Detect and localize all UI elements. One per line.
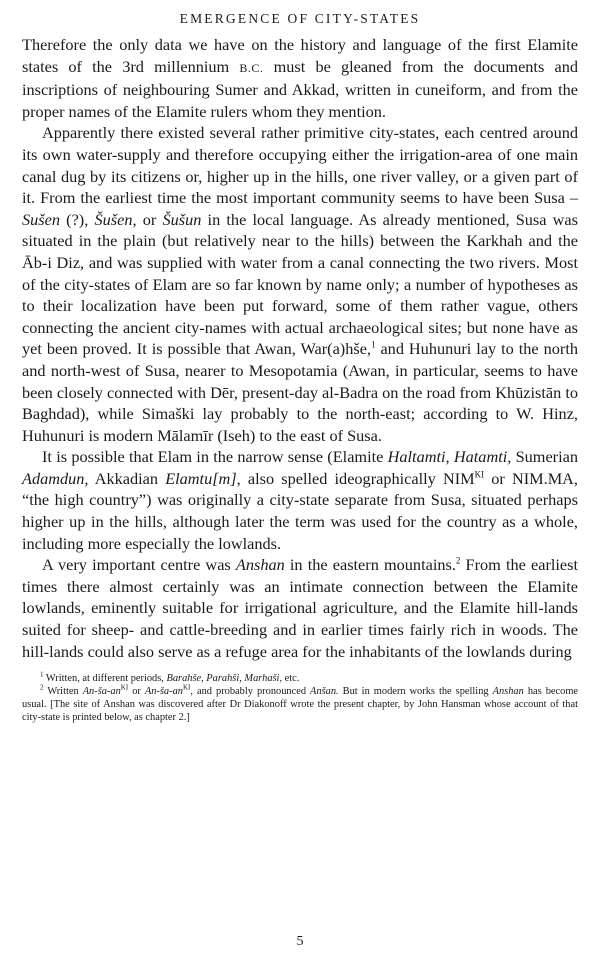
footnote-ref-1[interactable]: 1 [371, 339, 376, 350]
text-run-small-caps: B.C. [239, 60, 264, 75]
text-run: (?), [59, 209, 95, 229]
footnote-1 [22, 672, 578, 685]
superscript: KI [182, 683, 191, 692]
text-run-italic: Elamtu[m], [165, 468, 241, 488]
text-run: also spelled ideographically NIM [240, 468, 475, 488]
footnote-number: 2 [40, 683, 44, 692]
text-run: in the local language. As already mentioned, Susa was situated in the plain (but relatively near to the hills) between the Karkhah and the Āb-i Diz, and was supplied with water from a canal connecting the two rivers. Most of the city-states of Elam are so far known by name only; a number of hypotheses as to their localization have been put forward, some of them rather vague, others connecting the ancient city-names with actual archaeological sites; but none have as yet been proved. It is possible that Awan, War(a)hše, [22, 209, 578, 359]
text-run-italic: Adamdun, [22, 468, 89, 488]
text-run: Apparently there existed several rather primitive city-states, each centred around its own water-supply and therefore occupying either the irrigation-area of one main canal dug by its citizens or, higher up in the hills, one river valley, or a given part of it. From the earliest time the most important community seems to have been Susa – [22, 123, 578, 208]
text-run: and Huhunuri lay to the north and north-west of Susa, nearer to Mesopotamia (Awan, in particular, seems to have been closely connected with Dēr, present-day al-Badra on the road from Khūzistān to Baghdad), while Simaški lay probably to the north-east; according to W. Hinz, Huhunuri is modern Mālamīr (Iseh) to the east of Susa. [22, 339, 578, 445]
text-run: or NIM.MA, “the high country”) was originally a city-state separate from Susa, situated perhaps higher up in the hills, although later the term was used for the country as a whole, including more especially the lowlands. [22, 468, 579, 553]
text-run-italic: An-ša-an [82, 686, 121, 698]
text-run: or [136, 209, 163, 229]
text-run-italic: Haltamti, [387, 447, 450, 467]
text-run: Written [43, 686, 83, 698]
text-run: A very important centre was [42, 555, 236, 575]
text-run: etc. [282, 673, 300, 685]
text-run-italic: Anshan [235, 555, 285, 575]
text-run: must be gleaned from the documents and inscriptions of neighbouring Sumer and Akkad, written in cuneiform, and from the proper names of the Elamite rulers whom they mention. [22, 56, 578, 121]
text-run: Sumerian [511, 447, 578, 467]
text-run: Therefore the only data we have on the history and language of the first Elamite states of the 3rd millennium [22, 35, 578, 76]
text-run-italic: Šušen, [94, 209, 137, 229]
superscript: KI [474, 469, 485, 480]
superscript: KI [120, 683, 129, 692]
text-run: has become usual. [The site of Anshan was discovered after Dr Diakonoff wrote the present chapter, by John Hansman whose account of that city-state is printed below, as chapter 2.] [22, 686, 579, 724]
text-run-italic: Hatamti, [453, 447, 512, 467]
footnote-ref-2[interactable]: 2 [455, 555, 461, 566]
text-run: Written, at different periods, [43, 673, 167, 685]
text-run: It is possible that Elam in the narrow sense (Elamite [42, 447, 388, 467]
text-run-italic: Anšan. [310, 686, 339, 698]
footnote-number: 1 [40, 670, 44, 679]
paragraph-4 [22, 554, 578, 662]
paragraph-2 [22, 122, 578, 446]
text-run: Akkadian [88, 468, 166, 488]
footnote-2 [22, 685, 578, 724]
page [22, 10, 578, 724]
text-run-italic: Barahše, Parahši, Marhaši, [166, 673, 283, 685]
paragraph-3 [22, 446, 578, 554]
text-run-italic: Sušen [22, 209, 60, 229]
text-run-italic: Šušun [162, 209, 202, 229]
text-run: or [128, 686, 145, 698]
text-run: , and probably pronounced [190, 686, 311, 698]
running-head: EMERGENCE OF CITY-STATES [179, 11, 421, 26]
text-run: But in modern works the spelling [338, 686, 493, 698]
page-number: 5 [296, 934, 304, 949]
footnotes [22, 672, 578, 724]
paragraph-1 [22, 34, 578, 122]
text-run: in the eastern mountains. [284, 555, 456, 575]
text-run: From the earliest times there almost certainly was an intimate connection between the Elamite lowlands, eminently suitable for irrigational agriculture, and the Elamite hill-lands suited for sheep- and cattle-breeding and in earlier times fairly rich in woods. The hill-lands could also serve as a refuge area for the inhabitants of the lowlands during [22, 555, 579, 661]
body-text [22, 34, 578, 662]
text-run-italic: Anshan [492, 686, 524, 698]
text-run-italic: An-ša-an [144, 686, 183, 698]
